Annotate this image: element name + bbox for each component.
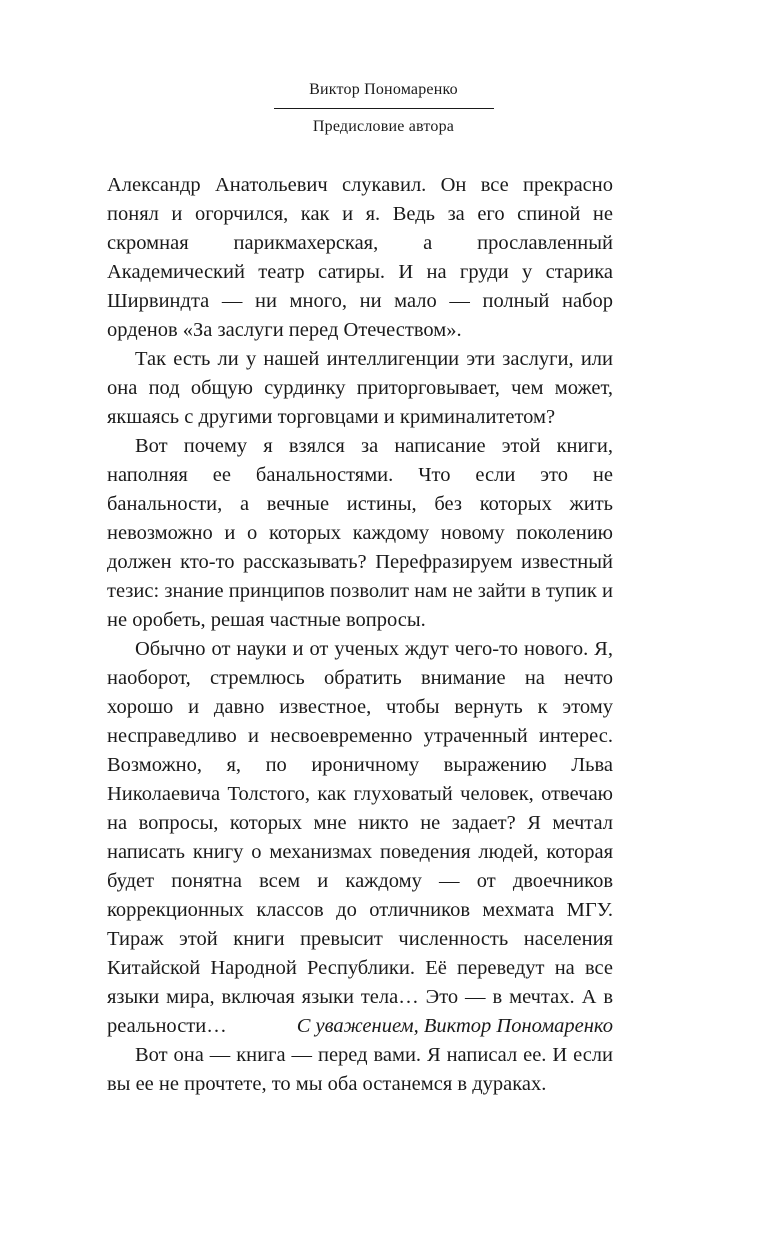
header-section-title: Предисловие автора <box>312 118 455 135</box>
page-body <box>107 171 613 1099</box>
paragraph: Александр Анатольевич слукавил. Он все прекрасно понял и огорчился, как и я. Ведь за его спиной не скромная парикмахерская, а прославленный Академический театр сатиры. И на груди у старика Ширвиндта — ни много, ни мало — полный набор орденов «За заслуги перед Отечеством». <box>107 174 613 341</box>
author-signature: С уважением, Виктор Пономаренко <box>296 1015 613 1037</box>
paragraph: Так есть ли у нашей интеллигенции эти заслуги, или она под общую сурдинку приторговывает, чем может, якшаясь с другими торговцами и криминалитетом? <box>107 348 613 428</box>
paragraph: Вот почему я взялся за написание этой книги, наполняя ее банальностями. Что если это не банальности, а вечные истины, без которых жить невозможно и о которых каждому новому поколению должен кто-то рассказывать? Перефразируем известный тезис: знание принципов позволит нам не зайти в тупик и не оробеть, решая частные вопросы. <box>107 435 613 631</box>
header-divider <box>274 108 494 109</box>
paragraph: Обычно от науки и от ученых ждут чего-то нового. Я, наоборот, стремлюсь обратить внимание на нечто хорошо и давно известное, чтобы вернуть к этому несправедливо и несвоевременно утраченный интерес. Возможно, я, по ироничному выражению Льва Николаевича Толстого, как глуховатый человек, отвечаю на вопросы, которых мне никто не задает? Я мечтал написать книгу о механизмах поведения людей, которая будет понятна всем и каждому — от двоечников коррекционных классов до отличников мехмата МГУ. Тираж этой книги превысит численность населения Китайской Народной Республики. Её переведут на все языки мира, включая языки тела… Это — в мечтах. А в реальности… <box>107 638 613 1037</box>
header-author: Виктор Пономаренко <box>309 81 458 98</box>
paragraph: Вот она — книга — перед вами. Я написал ее. И если вы ее не прочтете, то мы оба останемся в дураках. <box>107 1044 613 1095</box>
running-header <box>0 80 767 137</box>
